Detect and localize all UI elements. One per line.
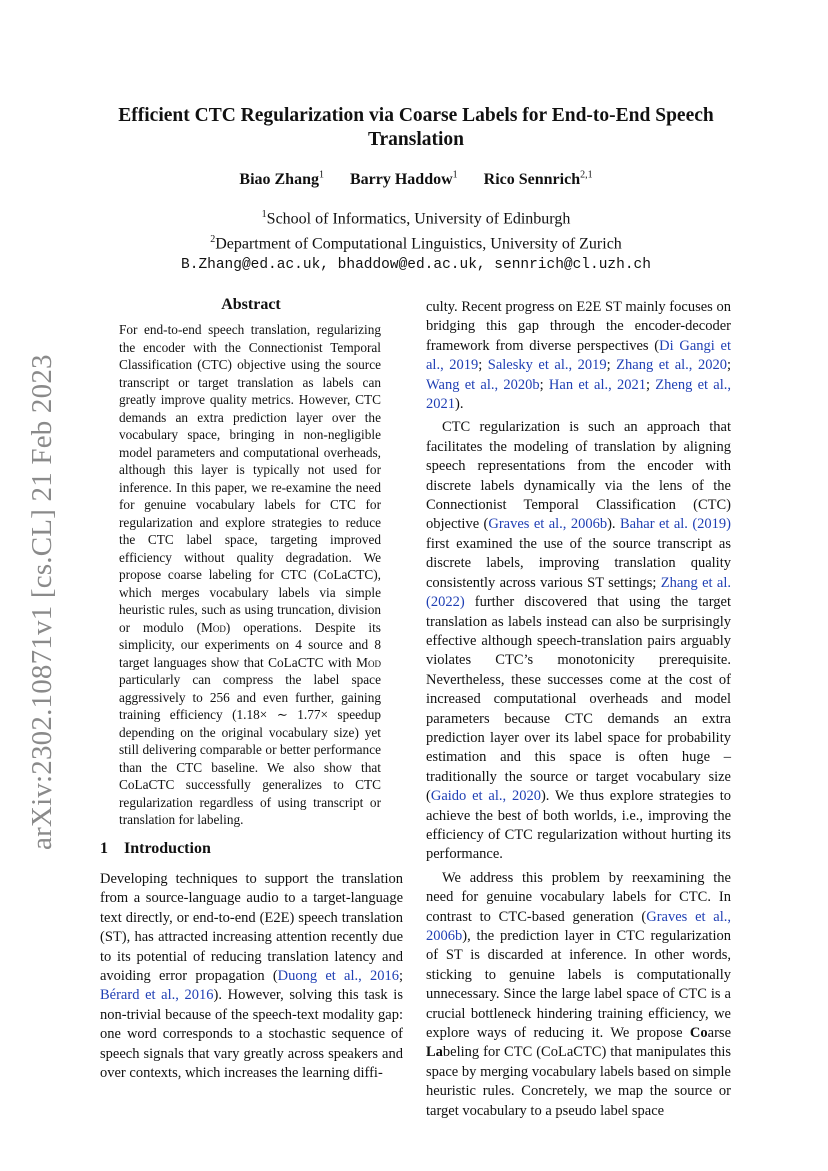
affiliations: [100, 205, 732, 275]
citation-link[interactable]: Han et al., 2021: [548, 376, 646, 393]
citation-link[interactable]: Wang et al., 2020b: [426, 376, 540, 393]
citation-link[interactable]: Zheng et al., 2021: [426, 376, 731, 413]
author-list: [100, 170, 732, 189]
citation-link[interactable]: Graves et al., 2006b: [426, 908, 731, 944]
citation-link[interactable]: Bahar et al. (2019): [619, 516, 731, 533]
intro-paragraph: Developing techniques to support the translation from a source-language audio to a target-language text directly, or end-to-end (E2E) speech translation (ST), has attracted increasing attention recently due to its potential of reducing translation latency and avoiding error propagation (Duong et al., 2016; Bérard et al., 2016). However, solving this task is non-trivial because of the speech-text modality gap: one word corresponds to a stochastic sequence of speech signals that vary greatly across speakers and over contexts, which increases the learning diffi-: [100, 871, 403, 1082]
abstract-heading: Abstract: [221, 296, 281, 313]
citation-link[interactable]: Zhang et al., 2020: [616, 357, 727, 374]
affiliation: $^1$School of Informatics, University of Edinburgh: [261, 209, 571, 228]
email-list: B.Zhang@ed.ac.uk, bhaddow@ed.ac.uk, sennrich@cl.uzh.ch: [181, 256, 651, 273]
right-column: [426, 298, 731, 1121]
section-heading: 1 Introduction: [100, 840, 211, 857]
citation-link[interactable]: Graves et al., 2006b: [488, 516, 608, 533]
paragraph: We address this problem by reexamining the need for genuine vocabulary labels for CTC. In contrast to CTC-based generation (Graves et al., 2006b), the prediction layer in CTC regularization of ST is discarded at inference. In other words, sticking to genuine labels is computationally unnecessary. Since the large label space of CTC is a crucial bottleneck hindering training efficiency, we explore ways of reducing it. We propose Coarse Labeling for CTC (CoLaCTC) that manipulates this space by merging vocabulary labels based on simple heuristic rules. Concretely, we map the source or target vocabulary to a pseudo label space: [426, 869, 731, 1119]
citation-link[interactable]: Zhang et al. (2022): [426, 574, 731, 611]
paper-title: Efficient CTC Regularization via Coarse Labels for End-to-End Speech Translation: [118, 105, 714, 150]
author: Biao Zhang$^1$: [239, 170, 324, 189]
author: Barry Haddow$^1$: [349, 170, 458, 189]
citation-link[interactable]: Gaido et al., 2020: [430, 788, 541, 805]
citation-link[interactable]: Bérard et al., 2016: [100, 987, 214, 1004]
citation-link[interactable]: Di Gangi et al., 2019: [426, 337, 731, 374]
citation-link[interactable]: Duong et al., 2016: [277, 968, 399, 985]
abstract-body: For end-to-end speech translation, regularizing the encoder with the Connectionist Temporal Classification (CTC) objective using the source transcript or target translation as labels can greatly improve quality metrics. However, CTC demands an extra prediction layer over the vocabulary space, bringing in non-negligible model parameters and computational overheads, although this layer is typically not used for inference. In this paper, we re-examine the need for genuine vocabulary labels for CTC for regularization and explore strategies to reduce the CTC label space, targeting improved efficiency without quality degradation. We propose coarse labeling for CTC (CoLaCTC), which merges vocabulary labels via simple heuristic rules, such as using truncation, division or modulo (Mod) operations. Despite its simplicity, our experiments on 4 source and 8 target languages show that CoLaCTC with Mod particularly can compress the label space aggressively to 256 and even further, gaining training efficiency (1.18× ∼ 1.77× speedup depending on the original vocabulary size) yet still delivering comparable or better performance than the CTC baseline. We also show that CoLaCTC successfully generalizes to CTC regularization regardless of using transcript or translation for labeling.: [119, 322, 381, 827]
paragraph: CTC regularization is such an approach that facilitates the modeling of translation by aligning speech representations from the encoder with discrete labels dynamically via the lens of the Connectionist Temporal Classification (CTC) objective (Graves et al., 2006b). Bahar et al. (2019) first examined the use of the source transcript as discrete labels, improving translation quality consistently across various ST settings; Zhang et al. (2022) further discovered that using the target translation as labels instead can also be surprisingly effective although speech-translation pairs arguably violates CTC’s monotonicity prerequisite. Nevertheless, these successes come at the cost of increased computational overheads and model parameters because CTC demands an extra prediction layer over its label space for probability estimation and this space is often huge – traditionally the source or target vocabulary size (Gaido et al., 2020). We thus explore strategies to achieve the best of both worlds, i.e., improving the efficiency of CTC regularization without hurting its performance.: [426, 419, 731, 863]
author: Rico Sennrich$^{2,1}$: [483, 170, 593, 189]
affiliation: $^2$Department of Computational Linguistics, University of Zurich: [210, 233, 622, 253]
citation-link[interactable]: Salesky et al., 2019: [487, 357, 607, 374]
paragraph: culty. Recent progress on E2E ST mainly focuses on bridging this gap through the encoder-decoder framework from diverse perspectives (Di Gangi et al., 2019; Salesky et al., 2019; Zhang et al., 2020; Wang et al., 2020b; Han et al., 2021; Zheng et al., 2021).: [426, 299, 731, 413]
arxiv-stamp: arXiv:2302.10871v1 [cs.CL] 21 Feb 2023: [26, 354, 58, 850]
